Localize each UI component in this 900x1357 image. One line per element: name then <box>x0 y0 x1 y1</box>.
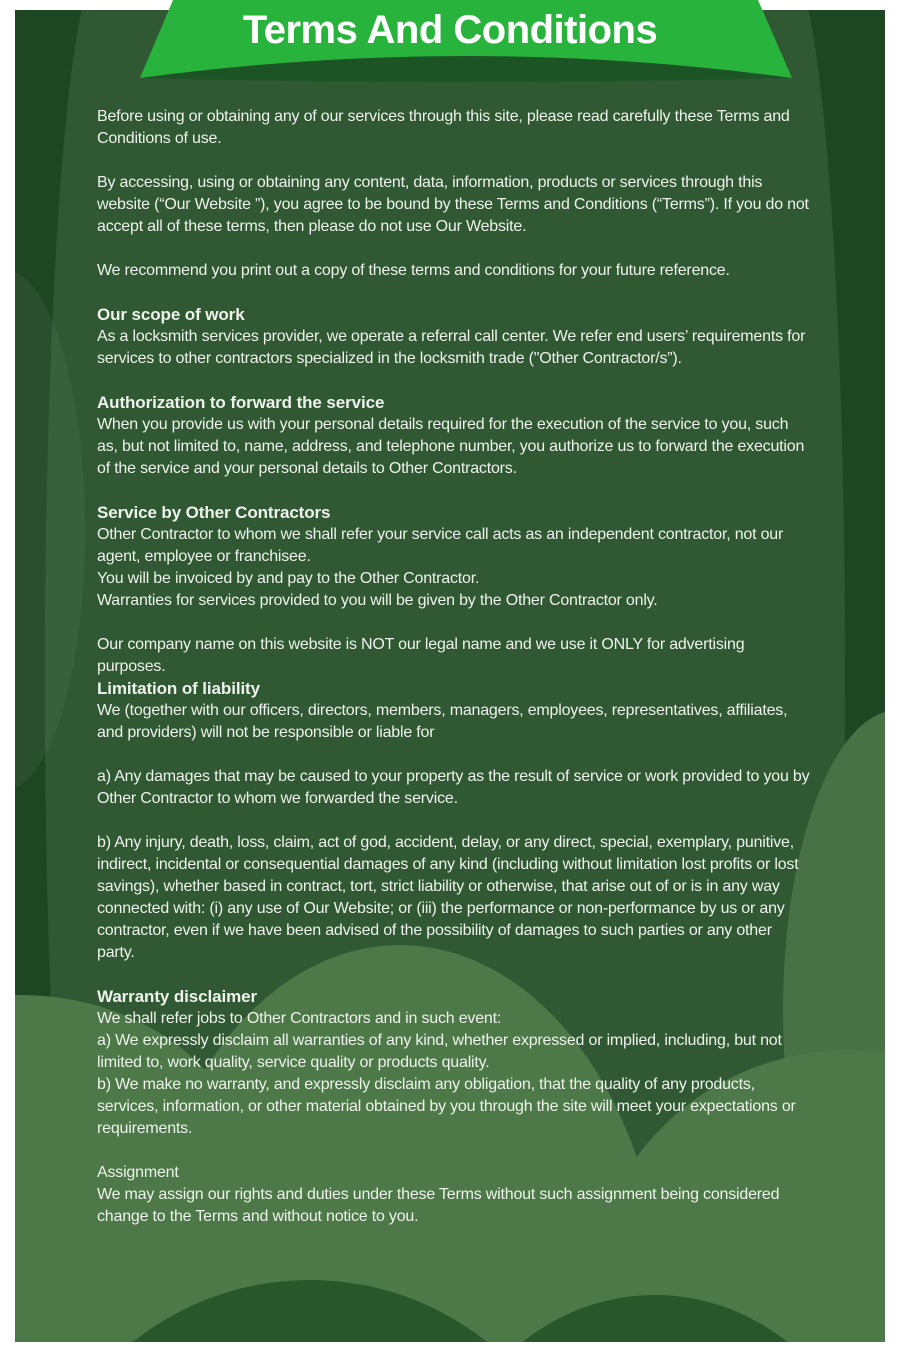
heading-limitation-of-liability: Limitation of liability <box>97 679 260 698</box>
paragraph-warranties-by-contractor: Warranties for services provided to you will be given by the Other Contractor only. <box>97 592 658 609</box>
paragraph-warranty-b: b) We make no warranty, and expressly disclaim any obligation, that the quality of any products, services, information, or other material obtained by you through the site will meet your expectations or requirements. <box>97 1076 796 1137</box>
page-background <box>15 10 885 1342</box>
paragraph-intro: Before using or obtaining any of our services through this site, please read carefully these Terms and Conditions of use. <box>97 108 790 147</box>
paragraph-company-name: Our company name on this website is NOT our legal name and we use it ONLY for advertising purposes. <box>97 636 745 675</box>
page-title: Terms And Conditions <box>242 8 658 52</box>
heading-our-scope-of-work: Our scope of work <box>97 305 245 324</box>
paragraph-assignment: We may assign our rights and duties under these Terms without such assignment being considered change to the Terms and without notice to you. <box>97 1186 780 1225</box>
paragraph-liability-b: b) Any injury, death, loss, claim, act of god, accident, delay, or any direct, special, exemplary, punitive, indirect, incidental or consequential damages of any kind (including without limitation lost profits or lost savings), whether based in contract, tort, strict liability or otherwise, that arise out of or is in any way connected with: (i) any use of Our Website; or (iii) the performance or non-performance by us or any contractor, even if we have been advised of the possibility of damages to such parties or any other party. <box>97 834 799 961</box>
paragraph-invoiced-by: You will be invoiced by and pay to the Other Contractor. <box>97 570 480 587</box>
paragraph-authorization: When you provide us with your personal details required for the execution of the service to you, such as, but not limited to, name, address, and telephone number, you authorize us to forward the execution of the service and your personal details to Other Contractors. <box>97 416 805 477</box>
paragraph-independent-contractor: Other Contractor to whom we shall refer your service call acts as an independent contractor, not our agent, employee or franchisee. <box>97 526 784 565</box>
paragraph-liability-intro: We (together with our officers, directors, members, managers, employees, representatives, affiliates, and providers) will not be responsible or liable for <box>97 702 788 741</box>
paragraph-print-copy: We recommend you print out a copy of these terms and conditions for your future reference. <box>97 262 730 279</box>
paragraph-warranty-intro: We shall refer jobs to Other Contractors and in such event: <box>97 1010 502 1027</box>
paragraph-liability-a: a) Any damages that may be caused to your property as the result of service or work provided to you by Other Contractor to whom we forwarded the service. <box>97 768 810 807</box>
paragraph-scope-of-work: As a locksmith services provider, we operate a referral call center. We refer end users’ requirements for services to other contractors specialized in the locksmith trade ("Other Contractor/s”). <box>97 328 806 367</box>
terms-content <box>97 106 811 1228</box>
heading-service-by-other-contractors: Service by Other Contractors <box>97 503 331 522</box>
heading-assignment: Assignment <box>97 1164 179 1181</box>
paragraph-warranty-a: a) We expressly disclaim all warranties of any kind, whether expressed or implied, including, but not limited to, work quality, service quality or products quality. <box>97 1032 782 1071</box>
heading-warranty-disclaimer: Warranty disclaimer <box>97 987 257 1006</box>
paragraph-agreement: By accessing, using or obtaining any content, data, information, products or services through this website (“Our Website ”), you agree to be bound by these Terms and Conditions (“Terms”). If you do not accept all of these terms, then please do not use Our Website. <box>97 174 809 235</box>
heading-authorization-to-forward: Authorization to forward the service <box>97 393 385 412</box>
